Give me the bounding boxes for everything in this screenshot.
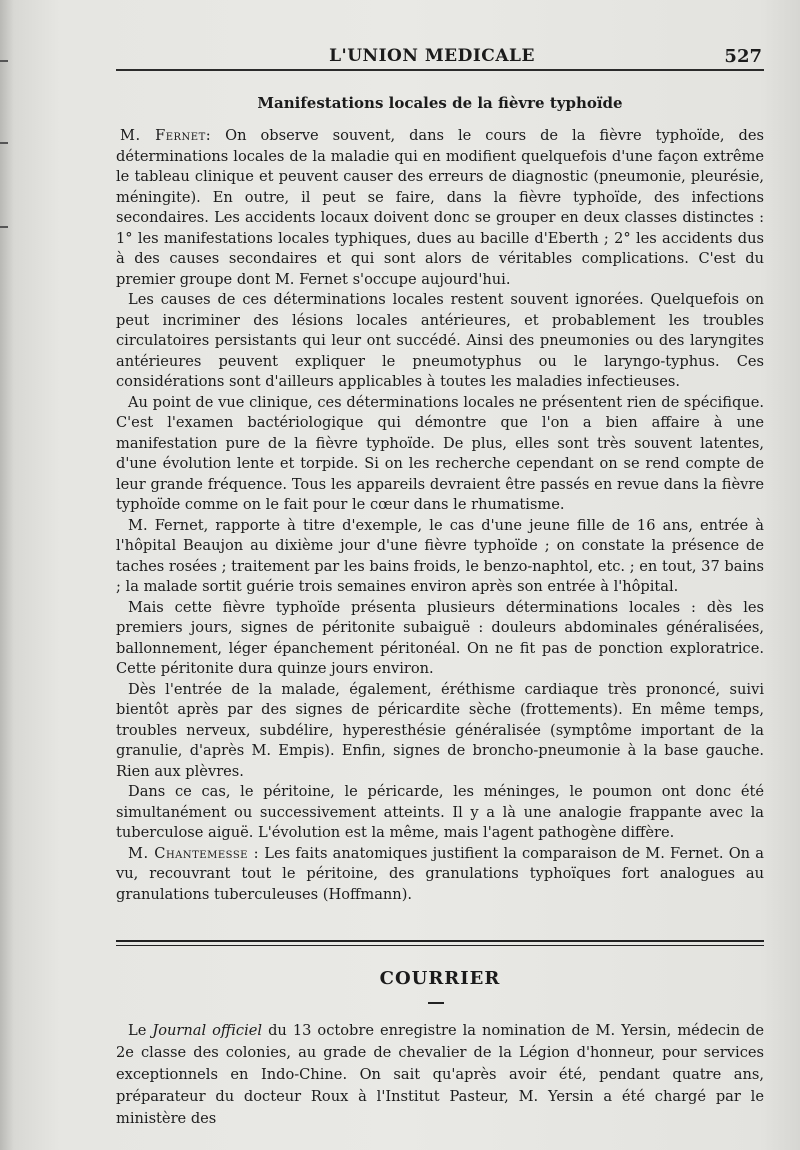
speaker-name: M. Chantemesse : <box>128 844 260 862</box>
paragraph: Au point de vue clinique, ces déterminations locales ne présentent rien de spécifique. C'est l'examen bactériologique qui démontre que l'on a bien affaire à une manifestation pure de la fièvre typhoïde. De plus, elles sont très souvent latentes, d'une évolution lente et torpide. Si on les recherche cependant on se rend compte de leur grande fréquence. Tous les appareils devraient être passés en revue dans la fièvre typhoïde comme on le fait pour le cœur dans le rhumatisme. <box>116 393 764 513</box>
speaker-name: M. Fernet: <box>120 127 212 144</box>
paragraph <box>116 844 764 906</box>
paragraph-text: On observe souvent, dans le cours de la fièvre typhoïde, des déterminations locales de la maladie qui en modifient quelquefois d'une façon extrême le tableau clinique et peuvent causer des erreurs de diagnostic (pneumonie, pleurésie, méningite). En outre, il peut se faire, dans la fièvre typhoïde, des infections secondaires. Les accidents locaux doivent donc se grouper en deux classes distinctes : 1° les manifestations locales typhiques, dues au bacille d'Eberth ; 2° les accidents dus à des causes secondaires et qui sont alors de véritables complications. C'est du premier groupe dont M. Fernet s'occupe aujourd'hui. <box>116 127 765 288</box>
paragraph: M. Fernet, rapporte à titre d'exemple, le cas d'une jeune fille de 16 ans, entrée à l'hôpital Beaujon au dixième jour d'une fièvre typhoïde ; on constate la présence de taches rosées ; traitement par les bains froids, le benzo-naphtol, etc. ; en tout, 37 bains ; la malade sortit guérie trois semaines environ après son entrée à l'hôpital. <box>116 516 764 595</box>
header-rule <box>116 69 764 71</box>
binding-mark <box>0 226 8 228</box>
paragraph-text: Les faits anatomiques justifient la comparaison de M. Fernet. On a vu, recouvrant tout le péritoine, des granulations typhoïques fort analogues au granulations tuberculeuses (Hoffmann). <box>116 844 764 903</box>
binding-mark <box>0 60 8 62</box>
paragraph-text: du 13 octobre enregistre la nomination de M. Yersin, médecin de 2e classe des colonies, au grade de chevalier de la Légion d'honneur, pour services exceptionnels en Indo-Chine. On sait qu'après avoir été, pendant quatre ans, préparateur du docteur Roux à l'Institut Pasteur, M. Yersin a été chargé par le ministère des <box>116 1022 765 1127</box>
courrier-heading: COURRIER <box>379 968 501 989</box>
article <box>116 92 764 905</box>
binding-mark <box>0 142 8 144</box>
paragraph: Les causes de ces déterminations locales restent souvent ignorées. Quelquefois on peut incriminer des lésions locales antérieures, et probablement les troubles circulatoires persistants qui leur ont succédé. Ainsi des pneumonies ou des laryngites antérieures peuvent expliquer le pneumotyphus ou le laryngo-typhus. Ces considérations sont d'ailleurs applicables à toutes les maladies infectieuses. <box>116 291 764 390</box>
courrier-section <box>116 1020 764 1130</box>
journal-title: L'UNION MEDICALE <box>329 46 535 66</box>
page-number: 527 <box>724 46 762 67</box>
journal-name: Journal officiel <box>152 1022 263 1039</box>
paragraph-text: Le <box>128 1022 147 1039</box>
section-divider <box>116 940 764 946</box>
paragraph: Mais cette fièvre typhoïde présenta plusieurs déterminations locales : dès les premiers jours, signes de péritonite subaiguë : douleurs abdominales généralisées, ballonnement, léger épanchement péritonéal. On ne fit pas de ponction exploratrice. Cette péritonite dura quinze jours environ. <box>116 598 764 677</box>
paragraph: Dans ce cas, le péritoine, le péricarde, les méninges, le poumon ont donc été simultanément ou successivement atteints. Il y a là une analogie frappante avec la tuberculose aiguë. L'évolution est la même, mais l'agent pathogène diffère. <box>116 783 764 841</box>
paragraph: Dès l'entrée de la malade, également, éréthisme cardiaque très prononcé, suivi bientôt après par des signes de péricardite sèche (frottements). En même temps, troubles nerveux, subdélire, hyperesthésie généralisée (symptôme important de la granulie, d'après M. Empis). Enfin, signes de broncho-pneumonie à la base gauche. Rien aux plèvres. <box>116 680 764 780</box>
section-title: Manifestations locales de la fièvre typhoïde <box>257 94 623 112</box>
paragraph <box>116 126 764 290</box>
page-header <box>102 44 762 72</box>
heading-dash <box>428 1002 444 1004</box>
paragraph <box>116 1020 764 1130</box>
